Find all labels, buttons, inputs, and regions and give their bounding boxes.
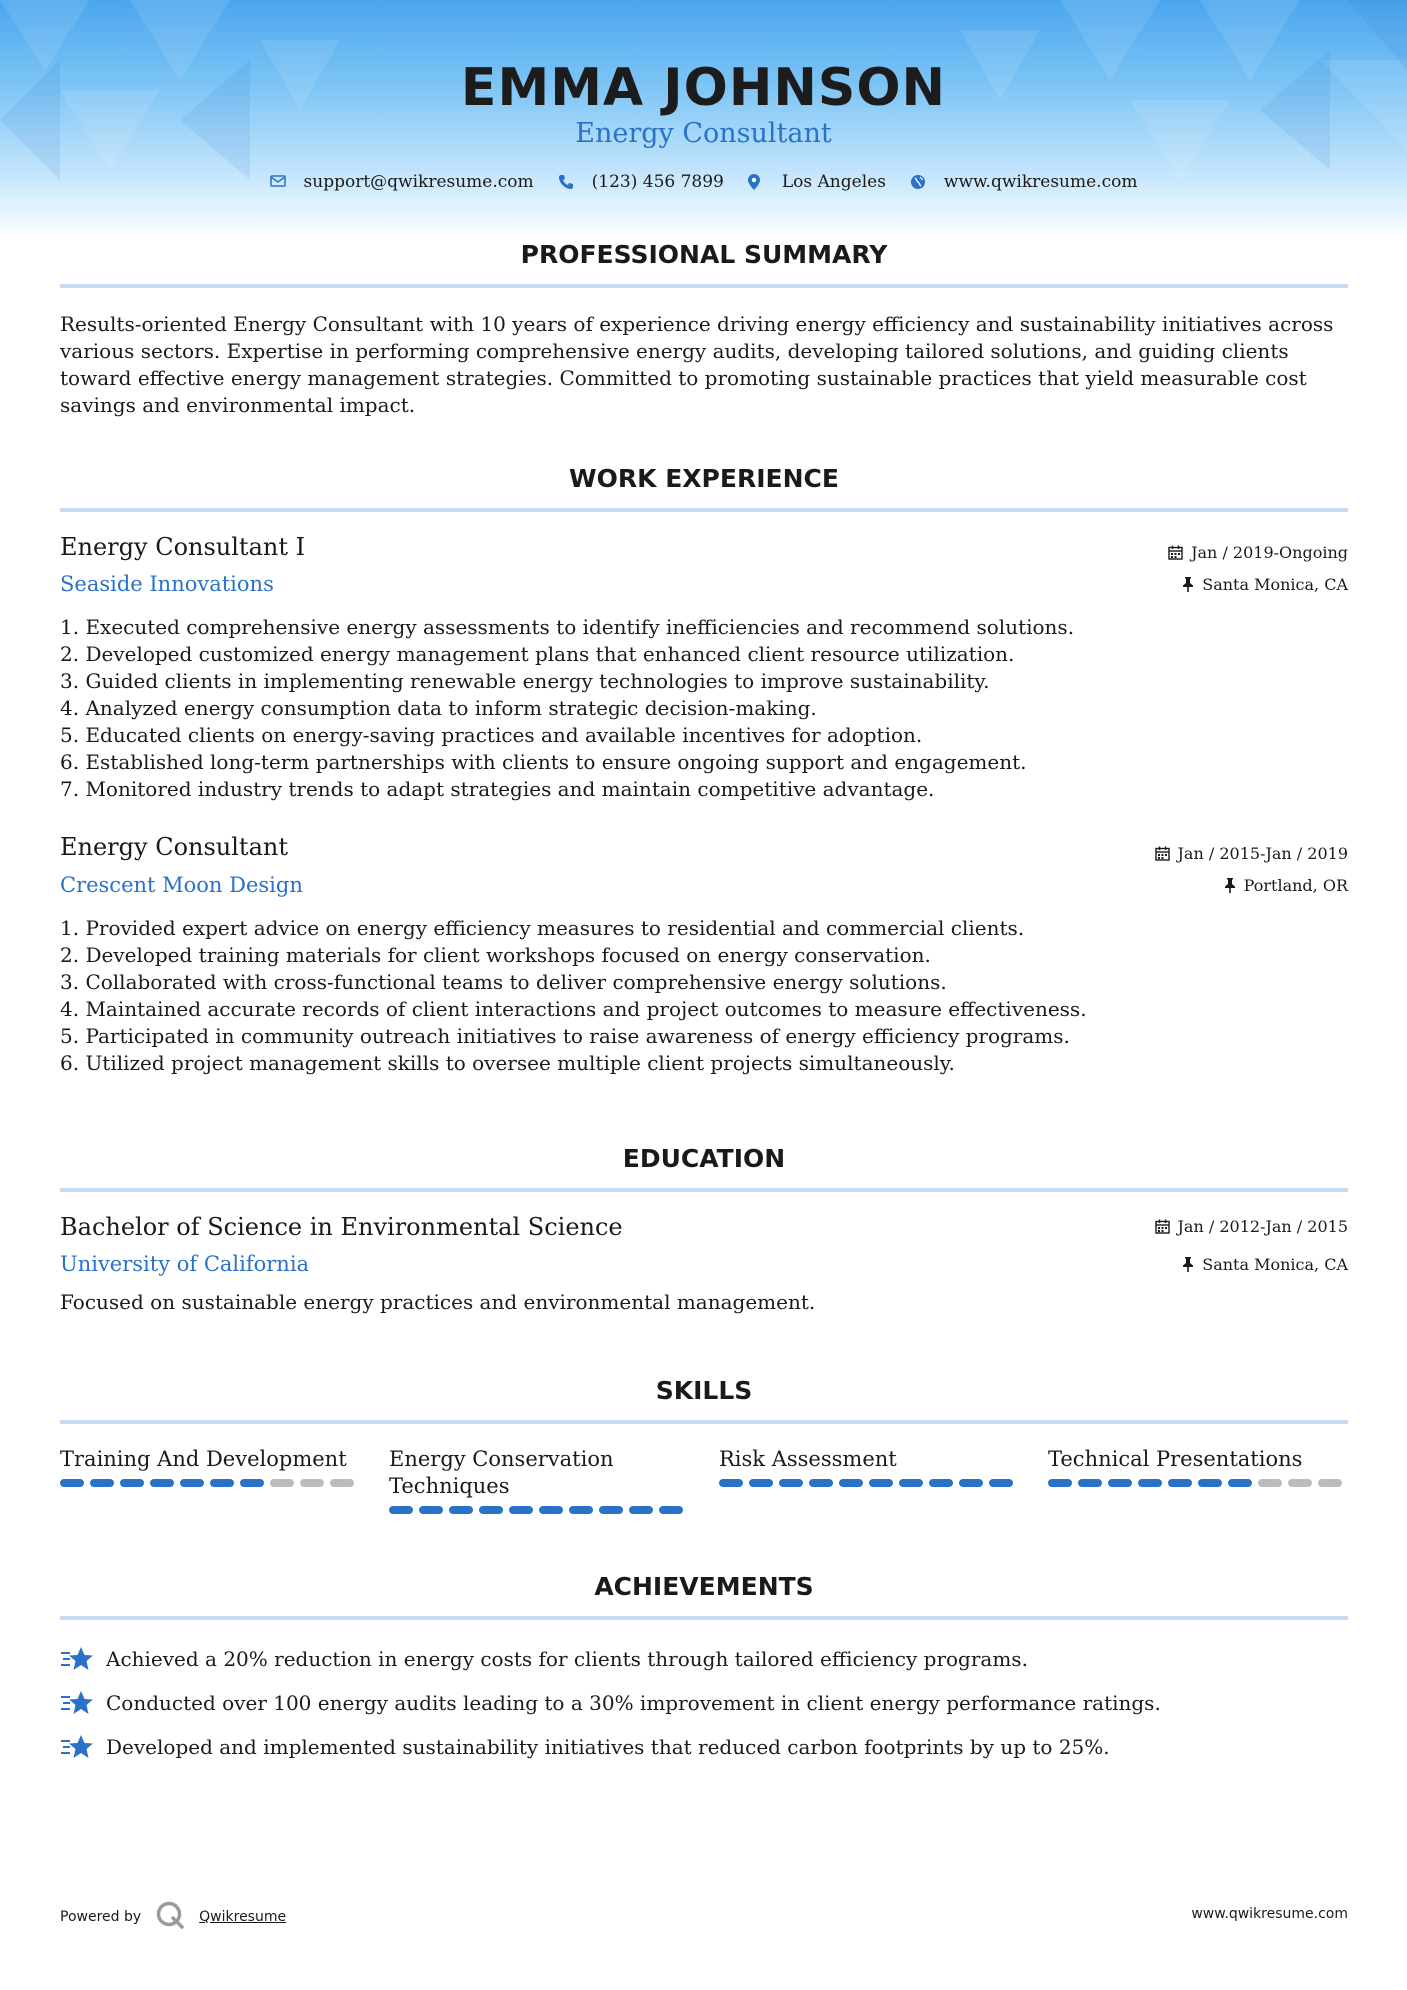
education-divider — [60, 1188, 1348, 1192]
list-item: 6. Established long-term partnerships with clients to ensure ongoing support and engagement. — [60, 750, 1027, 774]
job-title: Energy Consultant — [60, 833, 288, 861]
education-dates — [1155, 1217, 1348, 1236]
pushpin-icon — [1182, 1257, 1194, 1272]
job-bullets — [60, 614, 1310, 803]
skill-level-bar — [1048, 1479, 1348, 1487]
experience-heading: WORK EXPERIENCE — [569, 464, 839, 493]
skill-name: Technical Presentations — [1048, 1447, 1303, 1471]
skill-segment-filled — [389, 1506, 413, 1514]
education-heading: EDUCATION — [622, 1144, 786, 1173]
skill-name: Risk Assessment — [719, 1447, 897, 1471]
list-item: 2. Developed training materials for client workshops focused on energy conservation. — [60, 943, 931, 967]
education-school: University of California — [60, 1252, 310, 1276]
job-bullets — [60, 915, 1310, 1077]
skill-segment-filled — [929, 1479, 953, 1487]
skill-segment-filled — [779, 1479, 803, 1487]
skill-segment-filled — [180, 1479, 204, 1487]
job-title: Energy Consultant I — [60, 533, 306, 561]
skill-segment-filled — [1108, 1479, 1132, 1487]
summary-heading: PROFESSIONAL SUMMARY — [520, 240, 888, 269]
skill-segment-filled — [569, 1506, 593, 1514]
calendar-icon — [1155, 846, 1170, 861]
achievement-text: Conducted over 100 energy audits leading to a 30% improvement in client energy performance ratings. — [106, 1691, 1161, 1715]
summary-text: Results-oriented Energy Consultant with 10 years of experience driving energy efficiency and sustainability initiatives across various sectors. Expertise in performing comprehensive energy audits, developing tailored solutions, and guiding clients toward effective energy management strategies. Committed to promoting sustainable practices that yield measurable cost savings and environmental impact. — [60, 312, 1334, 417]
location-text: Los Angeles — [781, 172, 886, 192]
skill-segment-filled — [419, 1506, 443, 1514]
skill-level-bar — [60, 1479, 360, 1487]
skill-segment-filled — [599, 1506, 623, 1514]
job-location — [1224, 876, 1348, 895]
job-dates-text: Jan / 2019-Ongoing — [1191, 543, 1348, 562]
calendar-icon — [1168, 545, 1183, 560]
list-item: 1. Provided expert advice on energy efficiency measures to residential and commercial clients. — [60, 916, 1025, 940]
list-item: 3. Guided clients in implementing renewable energy technologies to improve sustainability. — [60, 669, 990, 693]
pushpin-icon — [1224, 878, 1236, 893]
skill-segment-empty — [300, 1479, 324, 1487]
skill-segment-filled — [60, 1479, 84, 1487]
skill-segment-filled — [719, 1479, 743, 1487]
achievements-heading: ACHIEVEMENTS — [594, 1572, 814, 1601]
contact-phone[interactable] — [558, 172, 724, 192]
skill-segment-empty — [1288, 1479, 1312, 1487]
map-pin-icon — [748, 174, 764, 190]
powered-by-label: Powered by — [60, 1909, 142, 1925]
candidate-role: Energy Consultant — [575, 118, 832, 149]
skill-segment-filled — [90, 1479, 114, 1487]
shooting-star-icon — [60, 1733, 94, 1761]
skill-segment-filled — [749, 1479, 773, 1487]
skill-level-bar — [389, 1506, 689, 1514]
achievement-text: Developed and implemented sustainability initiatives that reduced carbon footprints by up to 25%. — [106, 1735, 1110, 1759]
contact-location — [748, 172, 886, 192]
skill-item — [389, 1446, 689, 1514]
phone-icon — [558, 174, 574, 190]
email-text: support@qwikresume.com — [303, 172, 534, 192]
skill-segment-filled — [1198, 1479, 1222, 1487]
list-item: 3. Collaborated with cross-functional teams to deliver comprehensive energy solutions. — [60, 970, 947, 994]
job-dates — [1168, 543, 1348, 562]
skill-segment-filled — [1048, 1479, 1072, 1487]
skill-segment-empty — [1318, 1479, 1342, 1487]
qwikresume-logo-icon — [155, 1900, 185, 1934]
skill-segment-filled — [839, 1479, 863, 1487]
skill-segment-filled — [240, 1479, 264, 1487]
job-dates — [1155, 844, 1348, 863]
job-location — [1182, 575, 1348, 594]
skill-segment-filled — [1228, 1479, 1252, 1487]
job-company: Crescent Moon Design — [60, 873, 303, 897]
website-text: www.qwikresume.com — [943, 172, 1138, 192]
education-degree: Bachelor of Science in Environmental Science — [60, 1213, 623, 1241]
phone-text: (123) 456 7899 — [591, 172, 724, 192]
list-item: 2. Developed customized energy management plans that enhanced client resource utilization. — [60, 642, 1015, 666]
achievements-divider — [60, 1616, 1348, 1620]
shooting-star-icon — [60, 1689, 94, 1717]
brand-link[interactable]: Qwikresume — [199, 1909, 287, 1925]
shooting-star-icon — [60, 1645, 94, 1673]
education-location-text: Santa Monica, CA — [1202, 1255, 1348, 1274]
achievement-item — [60, 1733, 1348, 1761]
skill-item — [719, 1446, 1019, 1487]
contact-website[interactable] — [910, 172, 1138, 192]
skill-segment-empty — [330, 1479, 354, 1487]
list-item: 5. Participated in community outreach initiatives to raise awareness of energy efficiency programs. — [60, 1024, 1070, 1048]
skill-name: Training And Development — [60, 1447, 347, 1471]
skill-level-bar — [719, 1479, 1019, 1487]
list-item: 4. Analyzed energy consumption data to inform strategic decision-making. — [60, 696, 817, 720]
job-location-text: Santa Monica, CA — [1202, 575, 1348, 594]
skill-segment-filled — [210, 1479, 234, 1487]
skill-segment-filled — [989, 1479, 1013, 1487]
skill-segment-empty — [270, 1479, 294, 1487]
experience-divider — [60, 508, 1348, 512]
skill-name: Energy Conservation Techniques — [389, 1447, 614, 1498]
list-item: 6. Utilized project management skills to oversee multiple client projects simultaneously. — [60, 1051, 955, 1075]
education-description: Focused on sustainable energy practices and environmental management. — [60, 1290, 816, 1314]
skill-segment-filled — [1168, 1479, 1192, 1487]
envelope-icon — [270, 174, 286, 190]
job-dates-text: Jan / 2015-Jan / 2019 — [1177, 844, 1348, 863]
globe-icon — [910, 174, 926, 190]
skill-segment-filled — [120, 1479, 144, 1487]
skill-segment-empty — [1258, 1479, 1282, 1487]
skill-segment-filled — [869, 1479, 893, 1487]
education-dates-text: Jan / 2012-Jan / 2015 — [1177, 1217, 1348, 1236]
skill-segment-filled — [150, 1479, 174, 1487]
achievement-item — [60, 1645, 1348, 1673]
skill-segment-filled — [959, 1479, 983, 1487]
footer-website[interactable]: www.qwikresume.com — [1191, 1906, 1348, 1922]
skills-divider — [60, 1420, 1348, 1424]
job-location-text: Portland, OR — [1243, 876, 1348, 895]
skill-item — [60, 1446, 360, 1487]
skill-segment-filled — [509, 1506, 533, 1514]
skill-segment-filled — [809, 1479, 833, 1487]
skill-segment-filled — [1138, 1479, 1162, 1487]
skill-segment-filled — [899, 1479, 923, 1487]
pushpin-icon — [1182, 577, 1194, 592]
footer-powered-by — [60, 1900, 286, 1934]
candidate-name: EMMA JOHNSON — [460, 58, 947, 118]
skill-item — [1048, 1446, 1348, 1487]
skill-segment-filled — [629, 1506, 653, 1514]
skill-segment-filled — [1078, 1479, 1102, 1487]
skill-segment-filled — [659, 1506, 683, 1514]
achievement-item — [60, 1689, 1348, 1717]
education-location — [1182, 1255, 1348, 1274]
list-item: 4. Maintained accurate records of client interactions and project outcomes to measure effectiveness. — [60, 997, 1087, 1021]
job-company: Seaside Innovations — [60, 572, 274, 596]
calendar-icon — [1155, 1219, 1170, 1234]
skill-segment-filled — [479, 1506, 503, 1514]
list-item: 5. Educated clients on energy-saving practices and available incentives for adoption. — [60, 723, 923, 747]
skills-heading: SKILLS — [655, 1376, 753, 1405]
achievement-text: Achieved a 20% reduction in energy costs for clients through tailored efficiency programs. — [106, 1647, 1028, 1671]
list-item: 7. Monitored industry trends to adapt strategies and maintain competitive advantage. — [60, 777, 935, 801]
contact-email[interactable] — [270, 172, 534, 192]
list-item: 1. Executed comprehensive energy assessments to identify inefficiencies and recommend solutions. — [60, 615, 1075, 639]
skill-segment-filled — [539, 1506, 563, 1514]
skill-segment-filled — [449, 1506, 473, 1514]
summary-divider — [60, 284, 1348, 288]
contact-bar — [0, 172, 1407, 192]
